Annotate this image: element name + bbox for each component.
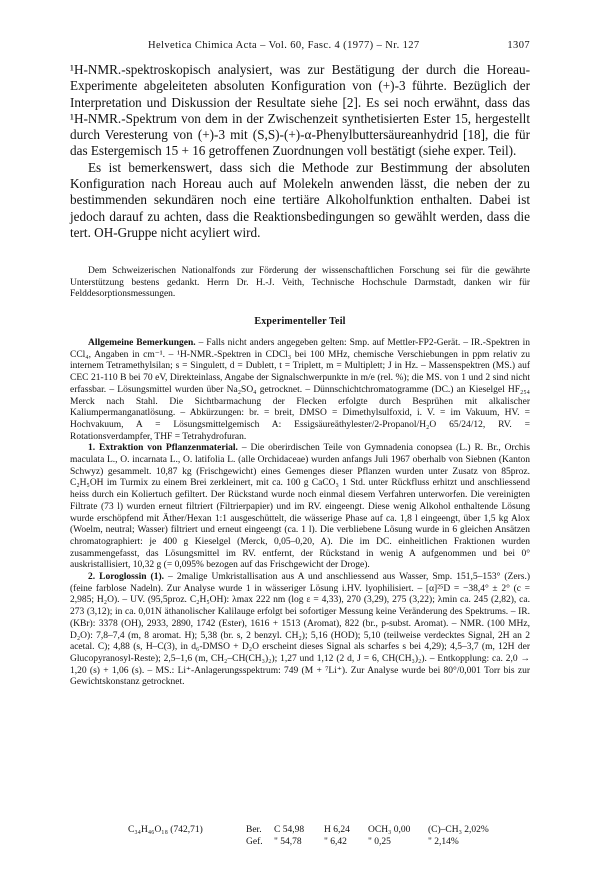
- calc-label: Ber.: [246, 825, 262, 835]
- found-label: Gef.: [246, 837, 263, 847]
- exp-text-general: – Falls nicht anders angegeben gelten: Smp. auf Mettler-FP2-Gerät. – IR.-Spektren in CCl₄, Angaben in cm⁻¹. – ¹H-NMR.-Spektren in CDCl₃ bei 100 MHz, chemische Verschiebungen in ppm relativ zu internem Tetramethylsilan; s = Singulett, d = Dublett, t = Triplett, m = Multiplett; J in Hz. – Massenspektren (MS.) auf CEC 21-110 B bei 70 eV, Direkteinlass, Angabe der Signalschwerpunkte in m/e (rel. %); die MS. von 1 und 2 sind nicht erfassbar. – Lösungsmittel wurden über Na₂SO₄ getrocknet. – Dünnschichtchromatogramme (DC.) an Kieselgel HF₂₅₄ Merck nach Stahl. Die Sichtbarmachung der Flecken erfolgte durch Besprühen mit alkalischer Kaliumpermanganatlösung. – Abkürzungen: br. = breit, DMSO = Dimethylsulfoxid, i. V. = im Vakuum, HV. = Hochvakuum, A = Lösungsmittelgemisch A: Essigsäureäthylester/2-Propanol/H₂O 65/24/12, RV. = Rotationsverdampfer, THF = Tetrahydrofuran.: [70, 338, 530, 442]
- page-number: 1307: [507, 40, 530, 51]
- main-text: [70, 62, 530, 241]
- exp-paragraph-loroglossin: [70, 572, 530, 689]
- calc-hydrogen: H 6,24: [324, 825, 350, 835]
- exp-paragraph-general: [70, 338, 530, 443]
- exp-text-loroglossin: – 2malige Umkristallisation aus A und anschliessend aus Wasser, Smp. 151,5–153° (Zers.) (feine farblose Nadeln). Zur Analyse wurde 1 in wässeriger Lösung i.HV. lyophilisiert. – [α]²⁵D = −38,4° ± 2° (c = 2,985; H₂O). – UV. (95,5proz. C₂H₅OH): λmax 222 nm (log ε = 4,33), 270 (3,29), 275 (3,22); λmin ca. 245 (2,82), ca. 273 (3,12); in ca. 0,01N äthanolischer Kalilauge erfolgt bei sofortiger Messung keine Veränderung des Spektrums. – IR. (KBr): 3378 (OH), 2933, 2890, 1742 (Ester), 1616 + 1513 (Aromat), 822 (br., p-subst. Aromat). – NMR. (100 MHz, D₂O): 7,8–7,4 (m, 8 aromat. H); 5,38 (br. s, 2 benzyl. CH₂); 5,16 (HOD); 5,10 (teilweise verdecktes Signal, 2H an 2 acetal. C); 4,88 (s, H–C(3), in d₆-DMSO + D₂O erscheint dieses Signal als scharfes s bei 4,29); 4,5–3,7 (m, 12H der Glucopyranosyl-Reste); 2,5–1,6 (m, CH₂–CH(CH₃)₂); 1,27 und 1,12 (2 d, J = 6, CH(CH₃)₂). – Entkopplung: ca. 2,0 → 1,20 (s) + 1,06 (s). – MS.: Li⁺-Anlagerungsspektrum: 749 (M + ⁷Li⁺). Zur Analyse wurde bei 80°/0,001 Torr bis zur Gewichtskonstanz getrocknet.: [70, 572, 530, 688]
- analysis-row-found: [128, 836, 508, 848]
- analysis-row-calculated: [128, 824, 508, 836]
- found-c-methyl: " 2,14%: [428, 837, 459, 847]
- calc-carbon: C 54,98: [274, 825, 305, 835]
- exp-heading-general: Allgemeine Bemerkungen.: [88, 338, 196, 348]
- calc-c-methyl: (C)–CH₃ 2,02%: [428, 825, 489, 835]
- acknowledgement: Dem Schweizerischen Nationalfonds zur Förderung der wissenschaftlichen Forschung sei für die gewährte Unterstützung bestens gedankt. Herrn Dr. H.-J. Veith, Technische Hochschule Darmstadt, danken wir für Felddesorptionsmessungen.: [70, 266, 530, 300]
- calc-methoxy: OCH₃ 0,00: [368, 825, 411, 835]
- paragraph-2: Es ist bemerkenswert, dass sich die Methode zur Bestimmung der absoluten Konfiguration nach Horeau auch auf Molekeln anwenden lässt, die neben der zu bestimmenden sekundären noch eine tertiäre Alkoholfunktion enthalten. Dabei ist jedoch darauf zu achten, dass die Reaktionsbedingungen so gewählt werden, dass die tert. OH-Gruppe nicht acyliert wird.: [70, 159, 530, 240]
- found-carbon: " 54,78: [274, 837, 302, 847]
- found-hydrogen: " 6,42: [324, 837, 347, 847]
- running-header: [100, 40, 530, 56]
- elemental-analysis: [128, 824, 508, 848]
- exp-heading-loroglossin: 2. Loroglossin (1).: [88, 572, 164, 583]
- section-title: Experimenteller Teil: [254, 316, 346, 327]
- exp-heading-extraction: 1. Extraktion von Pflanzenmaterial.: [88, 443, 238, 454]
- journal-title: Helvetica Chimica Acta – Vol. 60, Fasc. 4 (1977) – Nr. 127: [148, 40, 420, 51]
- exp-text-extraction: – Die oberirdischen Teile von Gymnadenia conopsea (L.) R. Br., Orchis maculata L., O. incarnata L., O. latifolia L. (alle Orchidaceae) wurden anfangs Juli 1967 oberhalb von Siebnen (Kanton Schwyz) gesammelt. 10,87 kg (Frischgewicht) eines Gemenges dieser Pflanzen wurden unter Zusatz von 85proz. C₂H₅OH im Turmix zu einem Brei zerkleinert, mit ca. 100 g CaCO₃ 1 Std. unter Rückfluss erhitzt und anschliessend heiss durch ein Koliertuch gefiltert. Der Rückstand wurde noch einmal diesem Verfahren unterworfen. Die vereinigten Filtrate (73 l) wurden erneut filtriert (Filtrierpapier) und im RV. eingeengt. Diese wenig Alkohol enthaltende Lösung wurde erschöpfend mit Äther/Hexan 1:1 ausgeschüttelt, die wässerige Phase auf ca. 1,8 l eingeengt, über 1,5 kg Alox (Woelm, neutral; Wasser) filtriert und erneut eingeengt (ca. 1 l). Die verbliebene Lösung wurde in 6 gleichen Ansätzen chromatographiert: je 400 g Kieselgel (Merck, 0,05–0,20, A). Die im DC. einheitlichen Fraktionen wurden zusammengefasst, das Lösungsmittel im RV. entfernt, der Rückstand in wenig A aufgenommen und bei 0° auskristallisiert, 10,32 g (= 0,095% bezogen auf das Frischgewicht der Droge).: [70, 443, 530, 571]
- molecular-formula: C₃₄H₄₆O₁₈ (742,71): [128, 825, 203, 835]
- found-methoxy: " 0,25: [368, 837, 391, 847]
- exp-paragraph-extraction: [70, 443, 530, 572]
- paragraph-1: ¹H-NMR.-spektroskopisch analysiert, was zur Bestätigung der durch die Horeau-Experimente abgeleiteten absoluten Konfiguration von (+)-3 führte. Bezüglich der Interpretation und Diskussion der Resultate siehe [2]. Es sei noch erwähnt, dass das ¹H-NMR.-Spektrum von dem in der Zwischenzeit synthetisierten Ester 15, hergestellt durch Veresterung von (+)-3 mit (S,S)-(+)-α-Phenylbuttersäureanhydrid [18], die für das Estergemisch 15 + 16 getroffenen Zuordnungen voll bestätigt (siehe exper. Teil).: [70, 62, 530, 159]
- experimental-section: [70, 338, 530, 689]
